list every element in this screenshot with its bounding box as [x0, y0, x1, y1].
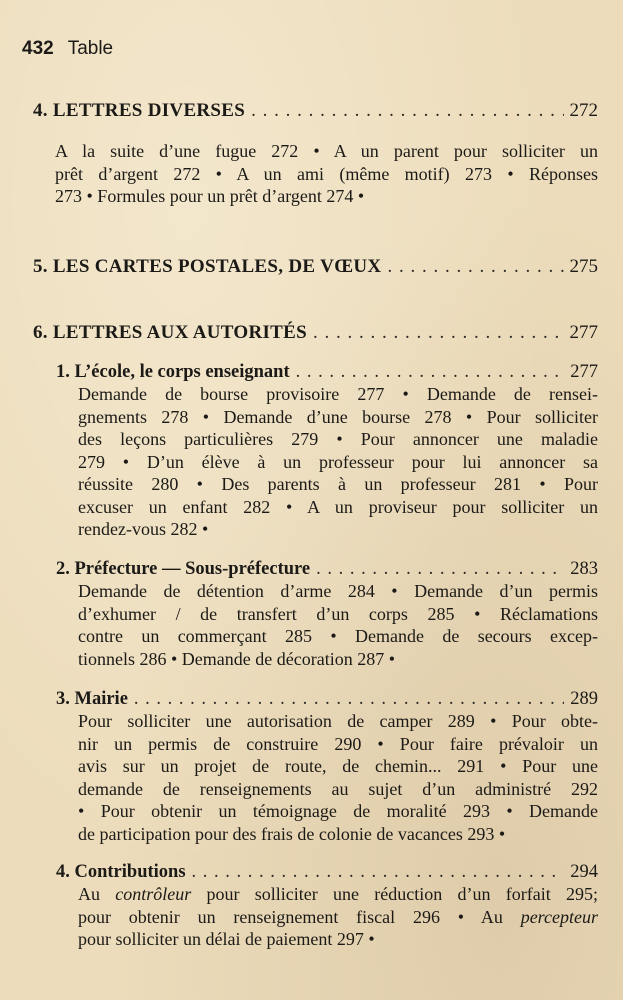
toc-entry — [33, 322, 598, 344]
dot-leader — [251, 100, 563, 122]
dot-leader — [316, 559, 564, 580]
running-head — [22, 38, 113, 64]
page-reference: 289 — [570, 689, 598, 709]
subsection-prefecture — [56, 559, 598, 670]
page-reference: 283 — [570, 559, 598, 579]
text-line: 279 • D’un élève à un professeur pour lui annoncer sa — [78, 451, 598, 472]
running-title: Table — [67, 38, 114, 59]
subsection-heading: 1. L’école, le corps enseignant — [56, 362, 290, 382]
text-fragment: Au — [78, 884, 116, 904]
page-reference: 275 — [569, 256, 598, 277]
section-lettres-diverses — [33, 100, 598, 208]
text-line — [78, 883, 598, 906]
text-line: nir un permis de construire 290 • Pour faire prévaloir un — [78, 733, 598, 754]
section-lettres-aux-autorites — [33, 322, 598, 344]
section-heading: 5. LES CARTES POSTALES, DE VŒUX — [33, 256, 382, 277]
subsection-mairie — [56, 689, 598, 845]
dot-leader — [296, 362, 565, 383]
italic-term: contrôleur — [115, 884, 192, 904]
text-line: réussite 280 • Des parents à un professeur 281 • Pour — [78, 474, 598, 494]
toc-entry — [56, 862, 598, 883]
section-text — [55, 140, 598, 208]
dot-leader — [313, 322, 564, 344]
toc-entry — [33, 256, 598, 278]
dot-leader — [192, 862, 565, 883]
text-line: des leçons particulières 279 • Pour annoncer une maladie — [78, 429, 598, 449]
page-number: 432 — [22, 38, 54, 59]
toc-entry — [56, 362, 598, 383]
text-line: gnements 278 • Demande d’une bourse 278 • Pour solliciter — [78, 406, 598, 427]
text-line: demande de renseignements au sujet d’un administré 292 — [78, 778, 598, 799]
subsection-contributions — [56, 862, 598, 951]
italic-term: percepteur — [520, 906, 598, 927]
text-line: A la suite d’une fugue 272 • A un parent pour solliciter un — [55, 141, 598, 161]
subsection-text — [78, 580, 598, 670]
toc-entry — [56, 559, 598, 580]
text-line: Demande de détention d’arme 284 • Demande d’un permis — [78, 581, 598, 601]
text-line: Demande de bourse provisoire 277 • Demande de rensei- — [78, 384, 598, 404]
text-fragment: pour solliciter une réduction d’un forfait 295; — [191, 884, 598, 904]
text-line: 273 • Formules pour un prêt d’argent 274 • — [55, 186, 365, 206]
text-line: d’exhumer / de transfert d’un corps 285 • Réclamations — [78, 603, 598, 624]
section-cartes-postales — [33, 256, 598, 278]
page-reference: 294 — [570, 862, 598, 882]
subsection-text — [78, 883, 598, 951]
toc-entry — [33, 100, 598, 122]
text-line: Pour solliciter une autorisation de camper 289 • Pour obte- — [78, 711, 598, 731]
text-line — [78, 906, 598, 929]
dot-leader — [134, 689, 564, 710]
text-line: tionnels 286 • Demande de décoration 287 • — [78, 648, 396, 669]
subsection-ecole — [56, 362, 598, 541]
text-line: pour solliciter un délai de paiement 297 • — [78, 929, 375, 949]
text-line: excuser un enfant 282 • A un proviseur pour solliciter un — [78, 496, 598, 517]
text-line: • Pour obtenir un témoignage de moralité 293 • Demande — [78, 801, 598, 821]
page-reference: 277 — [569, 322, 598, 343]
subsection-heading: 2. Préfecture — Sous-préfecture — [56, 559, 311, 579]
section-heading: 4. LETTRES DIVERSES — [33, 100, 246, 121]
text-line: avis sur un projet de route, de chemin... 291 • Pour une — [78, 756, 598, 776]
subsection-text — [78, 383, 598, 541]
section-heading: 6. LETTRES AUX AUTORITÉS — [33, 322, 307, 343]
dot-leader — [387, 256, 563, 278]
toc-entry — [56, 689, 598, 710]
page-reference: 272 — [569, 100, 598, 121]
subsection-heading: 3. Mairie — [56, 689, 128, 709]
text-line: rendez-vous 282 • — [78, 519, 209, 539]
text-fragment: pour obtenir un renseignement fiscal 296 • Au — [78, 906, 521, 927]
text-line: contre un commerçant 285 • Demande de secours excep- — [78, 626, 598, 646]
page-reference: 277 — [570, 362, 598, 382]
subsection-heading: 4. Contributions — [56, 862, 186, 882]
text-line: prêt d’argent 272 • A un ami (même motif) 273 • Réponses — [55, 163, 598, 184]
text-line: de participation pour des frais de colonie de vacances 293 • — [78, 823, 506, 844]
subsection-text — [78, 710, 598, 845]
